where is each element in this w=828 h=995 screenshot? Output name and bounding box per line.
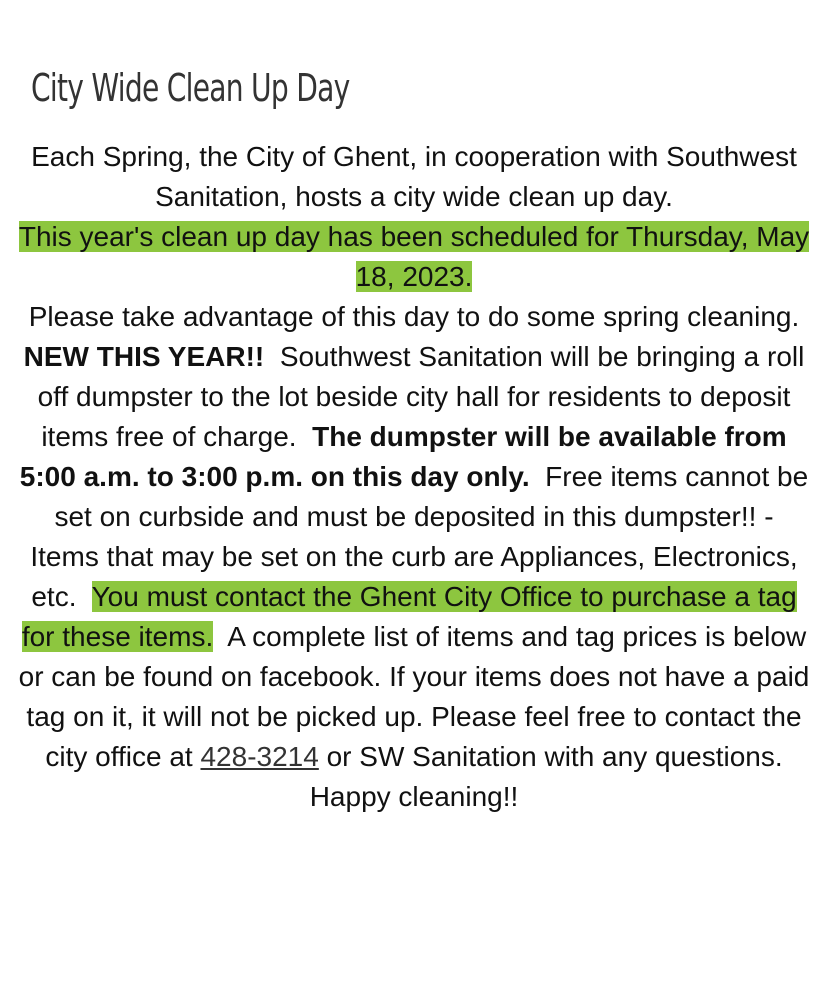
new-this-year-label: NEW THIS YEAR!!: [23, 341, 265, 372]
phone-link[interactable]: 428-3214: [200, 741, 319, 772]
dumpster-hours: The dumpster will be available from 5:00 a.m. to 3:00 p.m. on this day only.: [19, 421, 787, 492]
curbside-text: Free items cannot be set on curbside and must be deposited in this dumpster!! - Items that may be set on the curb are Appliances, Electronics, etc.: [30, 461, 809, 612]
page-title: City Wide Clean Up Day: [31, 66, 350, 110]
tag-purchase-highlight: You must contact the Ghent City Office to purchase a tag for these items.: [21, 581, 797, 652]
tag-info-text: A complete list of items and tag prices is below or can be found on facebook. If your items does not have a paid tag on it, it will not be picked up. Please feel free to contact the city office at: [18, 621, 810, 772]
closing-text: or SW Sanitation with any questions. Happy cleaning!!: [309, 741, 783, 812]
announcement-body: [18, 137, 810, 817]
dumpster-text: Southwest Sanitation will be bringing a roll off dumpster to the lot beside city hall for residents to deposit items free of charge.: [37, 341, 805, 452]
spring-cleaning-text: Please take advantage of this day to do some spring cleaning.: [28, 301, 800, 332]
date-highlight: This year's clean up day has been scheduled for Thursday, May 18, 2023.: [18, 221, 810, 292]
intro-text: Each Spring, the City of Ghent, in cooperation with Southwest Sanitation, hosts a city wide clean up day.: [31, 141, 797, 212]
